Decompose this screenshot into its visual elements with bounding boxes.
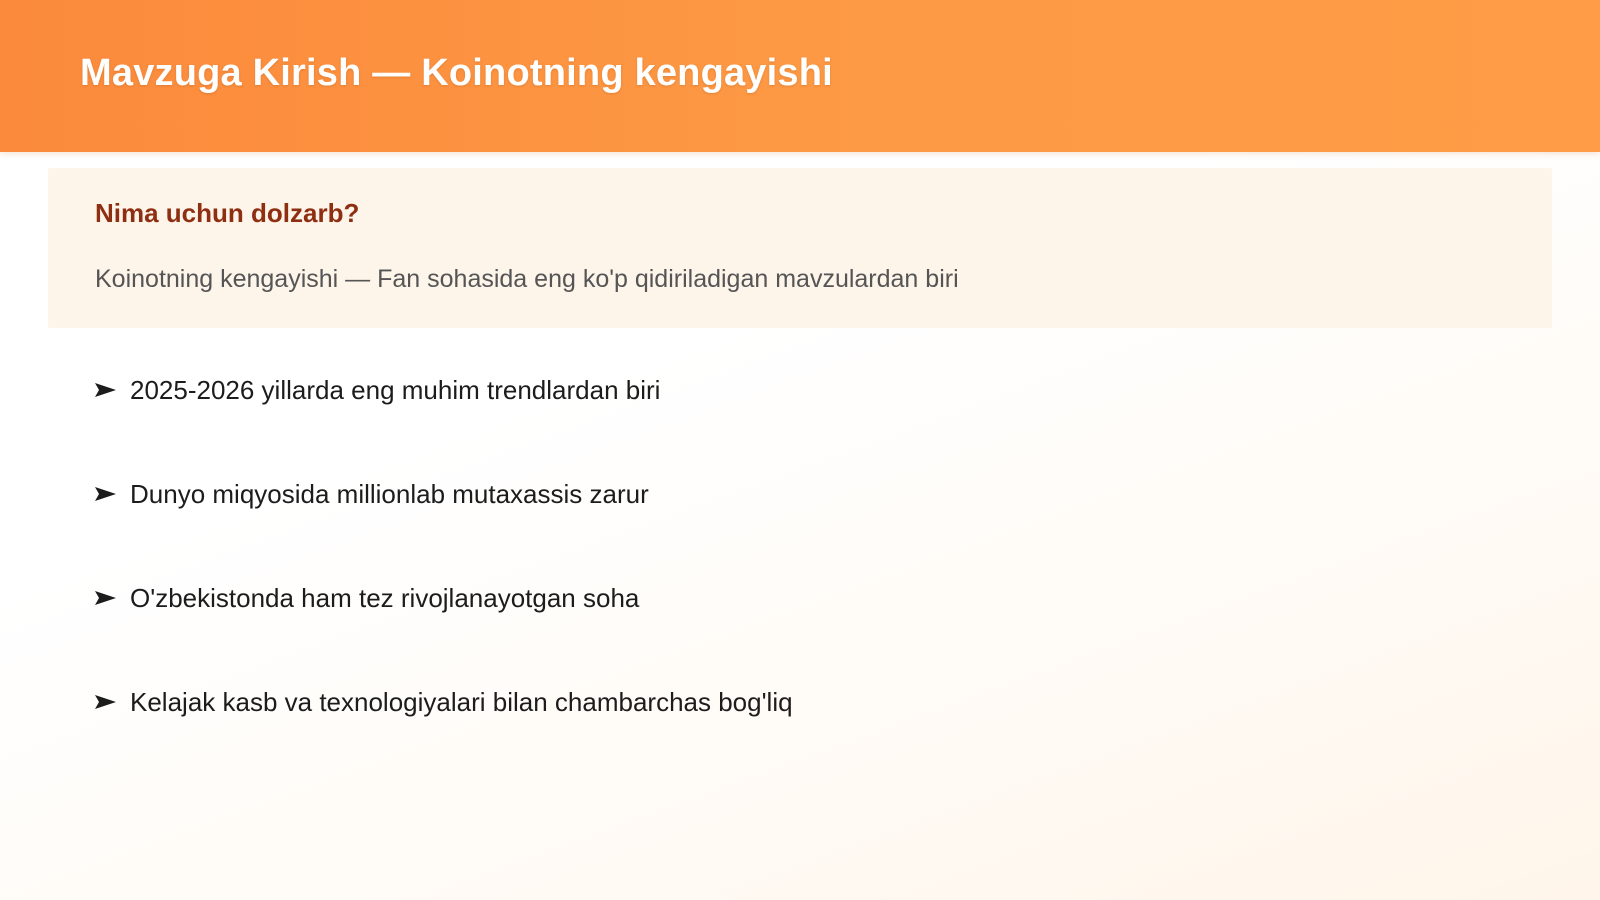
header-bar	[0, 0, 1600, 152]
intro-text: Koinotning kengayishi — Fan sohasida eng ko'p qidiriladigan mavzulardan biri	[95, 265, 959, 293]
triangle-right-icon	[94, 482, 118, 506]
bullet-text: Kelajak kasb va texnologiyalari bilan chambarchas bog'liq	[130, 686, 793, 717]
triangle-right-icon	[94, 378, 118, 402]
triangle-right-icon	[94, 690, 118, 714]
list-item	[94, 684, 793, 720]
bullet-text: 2025-2026 yillarda eng muhim trendlardan biri	[130, 374, 661, 405]
intro-heading: Nima uchun dolzarb?	[95, 198, 360, 228]
triangle-right-icon	[94, 586, 118, 610]
bullet-text: O'zbekistonda ham tez rivojlanayotgan soha	[130, 582, 640, 613]
bullet-list	[94, 372, 793, 788]
page-title: Mavzuga Kirish — Koinotning kengayishi	[80, 52, 833, 94]
intro-card	[48, 168, 1552, 328]
list-item	[94, 580, 793, 616]
bullet-text: Dunyo miqyosida millionlab mutaxassis zarur	[130, 478, 649, 509]
list-item	[94, 372, 793, 408]
list-item	[94, 476, 793, 512]
